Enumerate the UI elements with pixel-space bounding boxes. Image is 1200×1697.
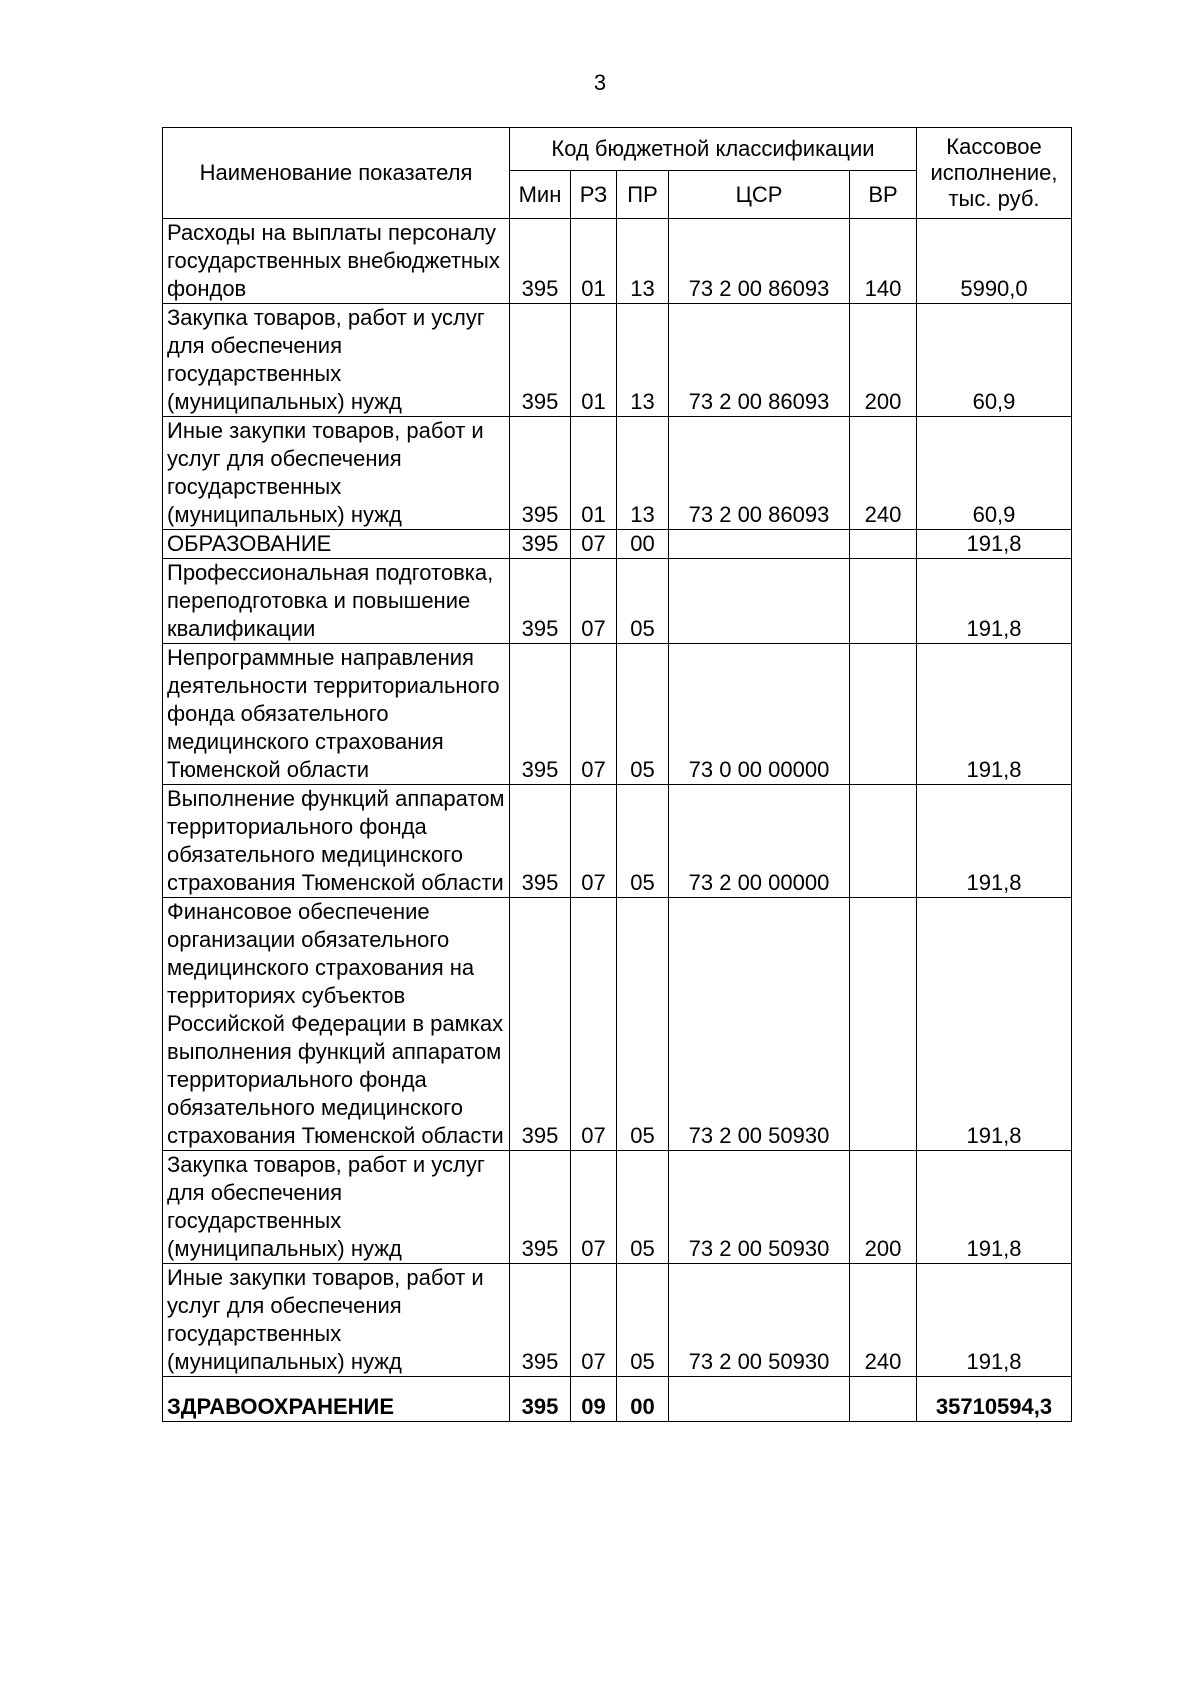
cell-vr: 200	[850, 1151, 917, 1264]
header-pr: ПР	[617, 171, 669, 219]
table-row	[163, 898, 1072, 1151]
cell-rz: 07	[571, 530, 617, 559]
cell-min: 395	[510, 785, 571, 898]
cell-pr: 05	[617, 559, 669, 644]
header-name: Наименование показателя	[163, 128, 510, 219]
cell-min: 395	[510, 530, 571, 559]
cell-rz: 07	[571, 559, 617, 644]
cell-rz: 01	[571, 417, 617, 530]
cell-pr: 13	[617, 417, 669, 530]
page-number: 3	[593, 70, 607, 95]
cell-min: 395	[510, 1151, 571, 1264]
cell-sum: 191,8	[917, 559, 1072, 644]
header-code-group: Код бюджетной классификации	[510, 128, 917, 171]
cell-vr	[850, 898, 917, 1151]
table-row	[163, 1151, 1072, 1264]
cell-csr: 73 2 00 00000	[669, 785, 850, 898]
cell-rz: 01	[571, 304, 617, 417]
cell-min: 395	[510, 644, 571, 785]
cell-rz: 09	[571, 1377, 617, 1422]
cell-sum: 191,8	[917, 898, 1072, 1151]
table-body	[163, 219, 1072, 1422]
table-row	[163, 219, 1072, 304]
cell-sum: 191,8	[917, 1264, 1072, 1377]
cell-vr	[850, 530, 917, 559]
cell-csr	[669, 559, 850, 644]
cell-csr	[669, 530, 850, 559]
cell-name: Финансовое обеспечение организации обязательного медицинского страхования на территориях субъектов Российской Федерации в рамках выполнения функций аппаратом территориального фонда обязательного медицинского страхования Тюменской области	[163, 898, 510, 1151]
cell-sum: 60,9	[917, 417, 1072, 530]
cell-min: 395	[510, 1264, 571, 1377]
cell-pr: 13	[617, 219, 669, 304]
cell-rz: 07	[571, 898, 617, 1151]
cell-sum: 35710594,3	[917, 1377, 1072, 1422]
header-csr: ЦСР	[669, 171, 850, 219]
cell-vr	[850, 644, 917, 785]
table-row	[163, 417, 1072, 530]
table-row	[163, 785, 1072, 898]
cell-vr	[850, 785, 917, 898]
cell-rz: 07	[571, 1151, 617, 1264]
cell-min: 395	[510, 417, 571, 530]
cell-name: Иные закупки товаров, работ и услуг для обеспечения государственных (муниципальных) нужд	[163, 417, 510, 530]
cell-pr: 00	[617, 530, 669, 559]
cell-sum: 191,8	[917, 785, 1072, 898]
cell-sum: 5990,0	[917, 219, 1072, 304]
cell-name: Закупка товаров, работ и услуг для обеспечения государственных (муниципальных) нужд	[163, 304, 510, 417]
header-vr: ВР	[850, 171, 917, 219]
cell-vr	[850, 1377, 917, 1422]
cell-sum: 191,8	[917, 644, 1072, 785]
table-row	[163, 1377, 1072, 1422]
cell-csr: 73 2 00 50930	[669, 898, 850, 1151]
budget-table	[162, 127, 1072, 1422]
cell-pr: 05	[617, 1151, 669, 1264]
cell-min: 395	[510, 898, 571, 1151]
cell-min: 395	[510, 1377, 571, 1422]
cell-rz: 07	[571, 1264, 617, 1377]
header-sum: Кассовое исполнение, тыс. руб.	[917, 128, 1072, 219]
table-row	[163, 304, 1072, 417]
cell-pr: 13	[617, 304, 669, 417]
cell-csr: 73 2 00 86093	[669, 304, 850, 417]
cell-csr: 73 2 00 86093	[669, 417, 850, 530]
cell-name: Выполнение функций аппаратом территориального фонда обязательного медицинского страхования Тюменской области	[163, 785, 510, 898]
cell-sum: 60,9	[917, 304, 1072, 417]
cell-sum: 191,8	[917, 530, 1072, 559]
cell-vr	[850, 559, 917, 644]
cell-rz: 07	[571, 785, 617, 898]
cell-csr: 73 2 00 50930	[669, 1151, 850, 1264]
cell-csr	[669, 1377, 850, 1422]
cell-pr: 05	[617, 785, 669, 898]
header-rz: РЗ	[571, 171, 617, 219]
cell-vr: 240	[850, 1264, 917, 1377]
cell-name: Закупка товаров, работ и услуг для обеспечения государственных (муниципальных) нужд	[163, 1151, 510, 1264]
table-row	[163, 559, 1072, 644]
cell-vr: 140	[850, 219, 917, 304]
table-row	[163, 1264, 1072, 1377]
cell-min: 395	[510, 559, 571, 644]
cell-rz: 01	[571, 219, 617, 304]
table-row	[163, 530, 1072, 559]
header-row	[163, 128, 1072, 171]
cell-name: Профессиональная подготовка, переподготовка и повышение квалификации	[163, 559, 510, 644]
cell-name: ОБРАЗОВАНИЕ	[163, 530, 510, 559]
cell-pr: 05	[617, 1264, 669, 1377]
cell-name: Иные закупки товаров, работ и услуг для обеспечения государственных (муниципальных) нужд	[163, 1264, 510, 1377]
cell-vr: 200	[850, 304, 917, 417]
table-row	[163, 644, 1072, 785]
cell-min: 395	[510, 219, 571, 304]
cell-pr: 05	[617, 644, 669, 785]
cell-sum: 191,8	[917, 1151, 1072, 1264]
cell-pr: 00	[617, 1377, 669, 1422]
cell-vr: 240	[850, 417, 917, 530]
cell-csr: 73 2 00 86093	[669, 219, 850, 304]
cell-csr: 73 0 00 00000	[669, 644, 850, 785]
cell-rz: 07	[571, 644, 617, 785]
cell-name: Расходы на выплаты персоналу государственных внебюджетных фондов	[163, 219, 510, 304]
cell-pr: 05	[617, 898, 669, 1151]
header-min: Мин	[510, 171, 571, 219]
cell-csr: 73 2 00 50930	[669, 1264, 850, 1377]
cell-min: 395	[510, 304, 571, 417]
cell-name: ЗДРАВООХРАНЕНИЕ	[163, 1377, 510, 1422]
cell-name: Непрограммные направления деятельности территориального фонда обязательного медицинского страхования Тюменской области	[163, 644, 510, 785]
